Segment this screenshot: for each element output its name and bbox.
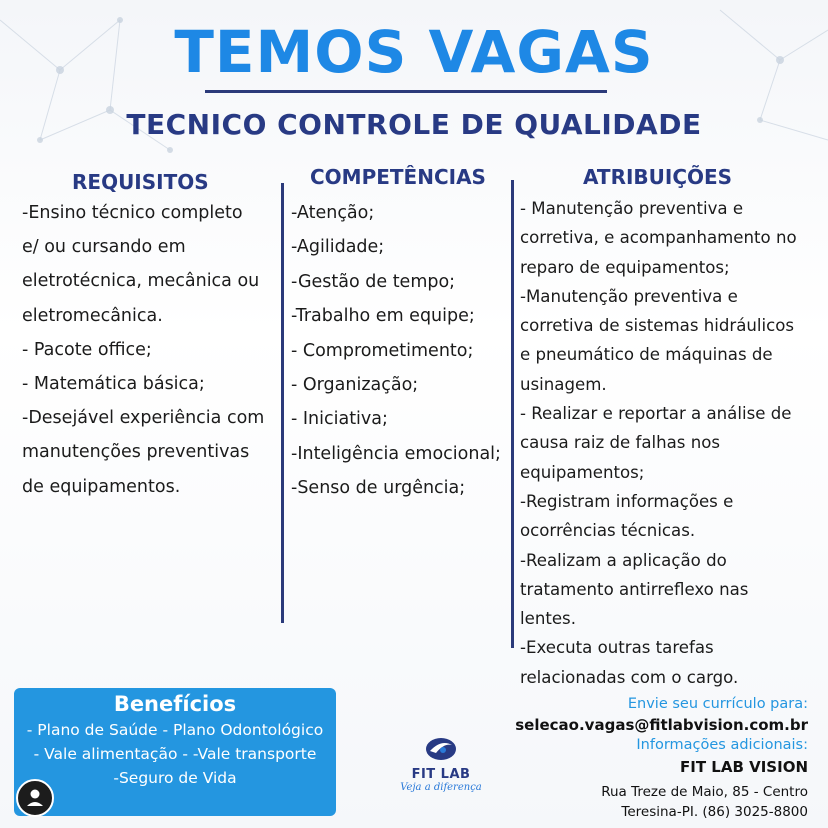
job-title: TECNICO CONTROLE DE QUALIDADE [126,108,702,141]
atribuicoes-line: - Manutenção preventiva e [520,199,744,218]
send-cv-label: Envie seu currículo para: [627,696,808,712]
requisitos-line: -Desejável experiência com [22,408,265,429]
competencias-list [291,196,513,506]
atribuicoes-line: lentes. [520,609,576,629]
page-title: TEMOS VAGAS [174,18,654,86]
atribuicoes-line: -Executa outras tarefas [520,638,714,658]
competencias-line: - Organização; [291,375,419,396]
atribuicoes-line: -Manutenção preventiva e [520,286,738,306]
requisitos-line: eletrotécnica, mecânica ou [22,271,260,292]
competencias-heading: COMPETÊNCIAS [310,165,486,189]
fitlab-logo-icon [424,735,458,763]
atribuicoes-line: relacionadas com o cargo. [520,667,739,687]
atribuicoes-line: reparo de equipamentos; [520,257,730,277]
atribuicoes-line: -Realizam a aplicação do [520,550,727,570]
contact-block [478,694,808,822]
benefits-line: - Plano de Saúde - Plano Odontológico [26,721,324,739]
competencias-line: -Senso de urgência; [291,478,466,499]
profile-avatar-button[interactable] [16,779,54,817]
company-name: FIT LAB VISION [680,758,808,776]
competencias-line: -Agilidade; [291,237,385,258]
atribuicoes-line: equipamentos; [520,462,645,482]
logo-tagline: Veja a diferença [400,782,482,793]
requisitos-line: - Matemática básica; [22,374,205,395]
atribuicoes-line: - Realizar e reportar a análise de [520,404,792,424]
benefits-card [14,688,336,816]
atribuicoes-line: causa raiz de falhas nos [520,433,721,453]
logo-name: FIT LAB [411,767,471,782]
benefits-line: - Vale alimentação - -Vale transporte [33,745,317,763]
requisitos-line: eletromecânica. [22,305,163,326]
title-divider [205,90,607,93]
requisitos-heading: REQUISITOS [72,170,209,194]
requisitos-line: e/ ou cursando em [22,237,186,258]
competencias-line: -Atenção; [291,203,375,223]
requisitos-line: -Ensino técnico completo [22,203,243,223]
contact-email: selecao.vagas@fitlabvision.com.br [515,716,808,734]
requisitos-line: de equipamentos. [22,476,181,497]
competencias-line: -Gestão de tempo; [291,271,456,292]
benefits-title: Benefícios [113,692,237,716]
atribuicoes-heading: ATRIBUIÇÕES [583,165,733,189]
requisitos-line: manutenções preventivas [22,442,250,463]
atribuicoes-line: corretiva de sistemas hidráulicos [520,316,795,336]
address-line: Rua Treze de Maio, 85 - Centro [601,784,808,800]
benefits-line: -Seguro de Vida [113,769,237,787]
atribuicoes-line: corretiva, e acompanhamento no [520,228,797,248]
competencias-line: - Iniciativa; [291,409,388,430]
atribuicoes-line: e pneumático de máquinas de [520,345,773,365]
info-label: Informações adicionais: [636,737,808,753]
competencias-line: -Inteligência emocional; [291,443,501,464]
competencias-line: - Comprometimento; [291,340,474,361]
atribuicoes-line: tratamento antirreflexo nas [520,579,749,599]
requisitos-list [22,196,284,504]
atribuicoes-list [520,194,820,692]
address-phone-line: Teresina-PI. (86) 3025-8800 [621,804,808,820]
user-icon [18,781,52,815]
atribuicoes-line: usinagem. [520,374,607,394]
atribuicoes-line: ocorrências técnicas. [520,521,696,541]
atribuicoes-line: -Registram informações e [520,491,734,511]
competencias-line: -Trabalho em equipe; [291,306,475,327]
requisitos-line: - Pacote office; [22,339,152,360]
